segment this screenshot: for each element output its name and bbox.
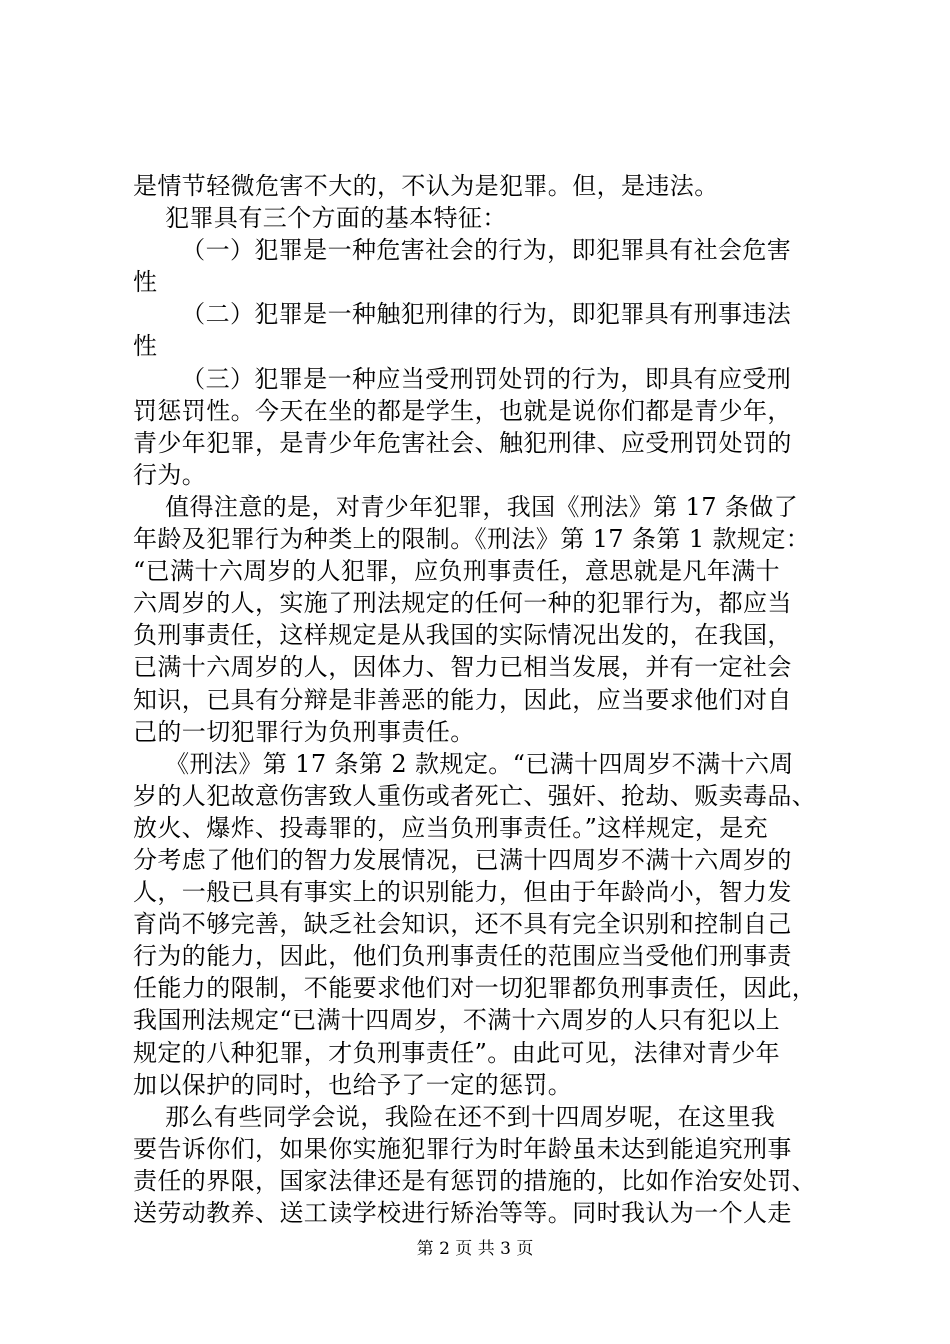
text-line: 岁的人犯故意伤害致人重伤或者死亡、强奸、抢劫、贩卖毒品、 [133, 781, 817, 810]
text-line: 责任的界限，国家法律还是有惩罚的措施的，比如作治安处罚、 [133, 1166, 817, 1195]
text-line: 已满十六周岁的人，因体力、智力已相当发展，并有一定社会 [133, 653, 792, 682]
text-line: 性 [133, 268, 158, 297]
text-line: 任能力的限制，不能要求他们对一切犯罪都负刑事责任，因此， [133, 974, 817, 1003]
text-line: 负刑事责任，这样规定是从我国的实际情况出发的，在我国， [133, 621, 792, 650]
text-line: 是情节轻微危害不大的，不认为是犯罪。但，是违法。 [133, 172, 719, 200]
text-line: 那么有些同学会说，我险在还不到十四周岁呢，在这里我 [133, 1102, 776, 1131]
text-line: （三）犯罪是一种应当受刑罚处罚的行为，即具有应受刑 [133, 364, 792, 393]
text-line: 送劳动教养、送工读学校进行矫治等等。同时我认为一个人走 [133, 1199, 792, 1227]
text-line: 分考虑了他们的智力发展情况，已满十四周岁不满十六周岁的 [133, 845, 792, 874]
text-line: 犯罪具有三个方面的基本特征： [133, 204, 507, 233]
text-line: 规定的八种犯罪，才负刑事责任”。由此可见，法律对青少年 [133, 1038, 781, 1067]
text-line: 青少年犯罪，是青少年危害社会、触犯刑律、应受刑罚处罚的 [133, 428, 792, 457]
document-body [133, 170, 833, 1229]
text-line: 值得注意的是，对青少年犯罪，我国《刑法》第 17 条做了 [133, 492, 799, 521]
text-line: 人，一般已具有事实上的识别能力，但由于年龄尚小，智力发 [133, 878, 792, 907]
text-line: 行为。 [133, 460, 207, 489]
text-line: 己的一切犯罪行为负刑事责任。 [133, 717, 475, 746]
text-line: 知识，已具有分辩是非善恶的能力，因此，应当要求他们对自 [133, 685, 792, 714]
text-line: 六周岁的人，实施了刑法规定的任何一种的犯罪行为，都应当 [133, 589, 792, 618]
text-line: （一）犯罪是一种危害社会的行为，即犯罪具有社会危害 [133, 236, 792, 265]
text-line: 行为的能力，因此，他们负刑事责任的范围应当受他们刑事责 [133, 942, 792, 971]
text-line: 性 [133, 332, 158, 361]
text-line: 育尚不够完善，缺乏社会知识，还不具有完全识别和控制自己 [133, 910, 792, 939]
text-line: （二）犯罪是一种触犯刑律的行为，即犯罪具有刑事违法 [133, 300, 792, 329]
text-line: 要告诉你们，如果你实施犯罪行为时年龄虽未达到能追究刑事 [133, 1134, 792, 1163]
text-line: 放火、爆炸、投毒罪的，应当负刑事责任。”这样规定，是充 [133, 813, 769, 842]
page-footer: 第 2 页 共 3 页 [416, 1239, 534, 1259]
text-line: 罚惩罚性。今天在坐的都是学生，也就是说你们都是青少年， [133, 396, 792, 425]
text-line: 我国刑法规定“已满十四周岁，不满十六周岁的人只有犯以上 [133, 1006, 781, 1035]
text-line: 《刑法》第 17 条第 2 款规定。“已满十四周岁不满十六周 [133, 749, 794, 778]
text-line: 加以保护的同时，也给予了一定的惩罚。 [133, 1070, 573, 1099]
text-line: 年龄及犯罪行为种类上的限制。《刑法》第 17 条第 1 款规定： [133, 525, 811, 554]
text-line: “已满十六周岁的人犯罪，应负刑事责任，意思就是凡年满十 [133, 557, 781, 586]
